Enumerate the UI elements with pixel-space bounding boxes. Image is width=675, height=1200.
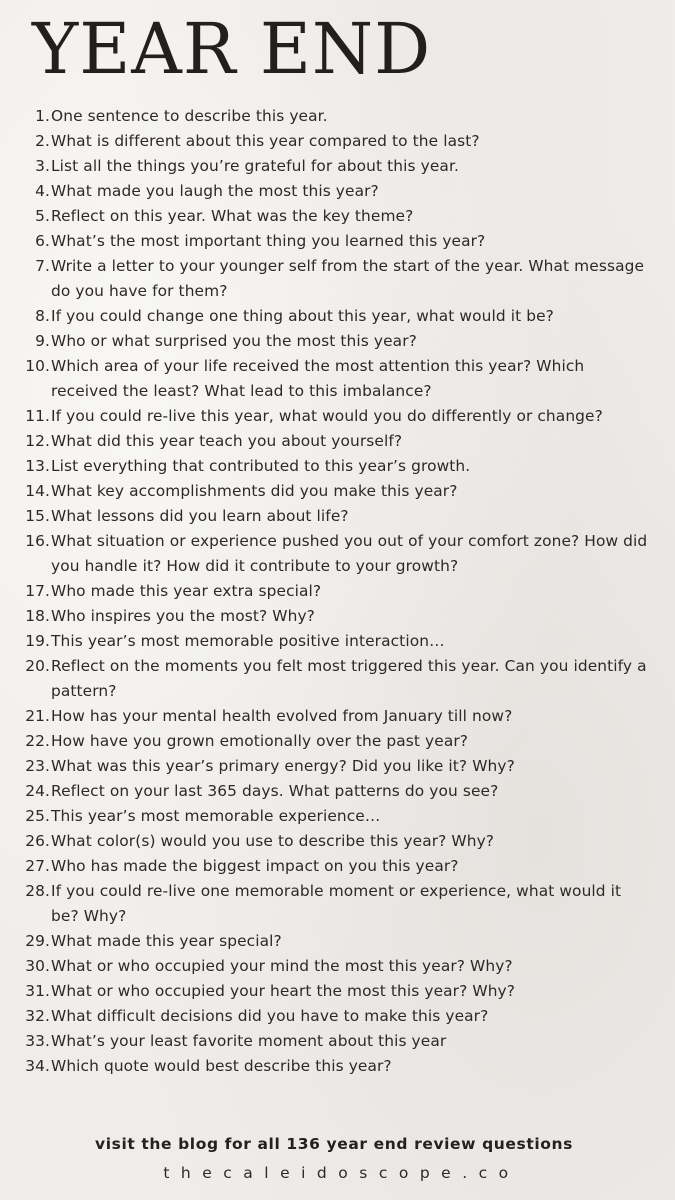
question-item: [0, 454, 675, 479]
question-item: [0, 204, 675, 229]
question-text: Which quote would best describe this year?: [51, 1057, 392, 1075]
question-item: [0, 1004, 675, 1029]
question-text: What situation or experience pushed you out of your comfort zone? How did you handle it? How did it contribute to your growth?: [51, 532, 648, 575]
question-text: What’s your least favorite moment about this year: [51, 1032, 447, 1050]
question-number: 18.: [25, 607, 50, 625]
question-number: 4.: [35, 182, 50, 200]
question-number: 23.: [25, 757, 50, 775]
question-item: [0, 879, 675, 929]
question-item: [0, 629, 675, 654]
question-item: [0, 779, 675, 804]
question-item: [0, 1054, 675, 1079]
question-text: Write a letter to your younger self from the start of the year. What message do you have for them?: [51, 257, 645, 300]
question-item: [0, 504, 675, 529]
question-text: What was this year’s primary energy? Did you like it? Why?: [51, 757, 515, 775]
question-text: How have you grown emotionally over the past year?: [51, 732, 469, 750]
question-text: Reflect on the moments you felt most triggered this year. Can you identify a pattern?: [51, 657, 647, 700]
question-item: [0, 229, 675, 254]
question-number: 29.: [25, 932, 50, 950]
question-item: [0, 329, 675, 354]
question-text: List all the things you’re grateful for about this year.: [51, 157, 459, 175]
question-number: 26.: [25, 832, 50, 850]
question-item: [0, 654, 675, 704]
question-number: 2.: [35, 132, 50, 150]
question-number: 3.: [35, 157, 50, 175]
question-item: [0, 729, 675, 754]
question-number: 21.: [25, 707, 50, 725]
question-number: 8.: [35, 307, 50, 325]
question-item: [0, 479, 675, 504]
question-number: 28.: [25, 882, 50, 900]
question-item: [0, 804, 675, 829]
question-text: What’s the most important thing you learned this year?: [51, 232, 486, 250]
question-item: [0, 829, 675, 854]
question-number: 14.: [25, 482, 50, 500]
question-text: If you could re-live one memorable moment or experience, what would it be? Why?: [51, 882, 622, 925]
question-text: Who made this year extra special?: [51, 582, 322, 600]
question-item: [0, 579, 675, 604]
question-text: What made you laugh the most this year?: [51, 182, 379, 200]
question-number: 22.: [25, 732, 50, 750]
question-item: [0, 954, 675, 979]
question-item: [0, 129, 675, 154]
question-item: [0, 404, 675, 429]
question-text: What is different about this year compared to the last?: [51, 132, 480, 150]
question-text: This year’s most memorable positive interaction…: [51, 632, 445, 650]
question-item: [0, 704, 675, 729]
question-number: 12.: [25, 432, 50, 450]
question-text: What key accomplishments did you make this year?: [51, 482, 458, 500]
blog-cta-text: visit the blog for all 136 year end review questions: [95, 1135, 573, 1153]
question-item: [0, 254, 675, 304]
question-item: [0, 979, 675, 1004]
question-number: 30.: [25, 957, 50, 975]
question-number: 34.: [25, 1057, 50, 1075]
question-text: Who or what surprised you the most this year?: [51, 332, 417, 350]
question-text: What difficult decisions did you have to make this year?: [51, 1007, 489, 1025]
question-text: What made this year special?: [51, 932, 282, 950]
question-item: [0, 1029, 675, 1054]
question-text: What did this year teach you about yourself?: [51, 432, 403, 450]
question-text: If you could re-live this year, what would you do differently or change?: [51, 407, 603, 425]
question-text: Who inspires you the most? Why?: [51, 607, 315, 625]
question-number: 31.: [25, 982, 50, 1000]
question-item: [0, 354, 675, 404]
question-item: [0, 604, 675, 629]
question-number: 11.: [25, 407, 50, 425]
question-item: [0, 104, 675, 129]
question-text: Which area of your life received the most attention this year? Which received the least? What lead to this imbalance?: [51, 357, 585, 400]
question-text: What or who occupied your heart the most this year? Why?: [51, 982, 516, 1000]
question-item: [0, 854, 675, 879]
site-name: thecaleidoscope.co: [163, 1164, 520, 1182]
question-text: Reflect on your last 365 days. What patterns do you see?: [51, 782, 499, 800]
question-number: 17.: [25, 582, 50, 600]
question-item: [0, 154, 675, 179]
question-number: 9.: [35, 332, 50, 350]
question-number: 5.: [35, 207, 50, 225]
question-text: What lessons did you learn about life?: [51, 507, 349, 525]
question-number: 20.: [25, 657, 50, 675]
question-number: 25.: [25, 807, 50, 825]
question-number: 32.: [25, 1007, 50, 1025]
question-text: Reflect on this year. What was the key theme?: [51, 207, 414, 225]
question-list: [0, 104, 675, 1079]
question-number: 33.: [25, 1032, 50, 1050]
question-number: 6.: [35, 232, 50, 250]
question-item: [0, 304, 675, 329]
page-title: YEAR END: [32, 8, 432, 90]
question-text: If you could change one thing about this year, what would it be?: [51, 307, 554, 325]
question-item: [0, 754, 675, 779]
question-number: 1.: [35, 107, 50, 125]
question-number: 10.: [25, 357, 50, 375]
question-text: What or who occupied your mind the most this year? Why?: [51, 957, 513, 975]
question-text: List everything that contributed to this year’s growth.: [51, 457, 471, 475]
question-item: [0, 929, 675, 954]
question-text: What color(s) would you use to describe this year? Why?: [51, 832, 495, 850]
question-item: [0, 179, 675, 204]
question-text: One sentence to describe this year.: [51, 107, 328, 125]
question-text: How has your mental health evolved from January till now?: [51, 707, 513, 725]
question-number: 15.: [25, 507, 50, 525]
question-number: 19.: [25, 632, 50, 650]
question-number: 24.: [25, 782, 50, 800]
question-number: 16.: [25, 532, 50, 550]
question-item: [0, 429, 675, 454]
question-number: 7.: [35, 257, 50, 275]
question-text: This year’s most memorable experience…: [51, 807, 381, 825]
question-number: 27.: [25, 857, 50, 875]
question-text: Who has made the biggest impact on you this year?: [51, 857, 459, 875]
question-number: 13.: [25, 457, 50, 475]
question-item: [0, 529, 675, 579]
